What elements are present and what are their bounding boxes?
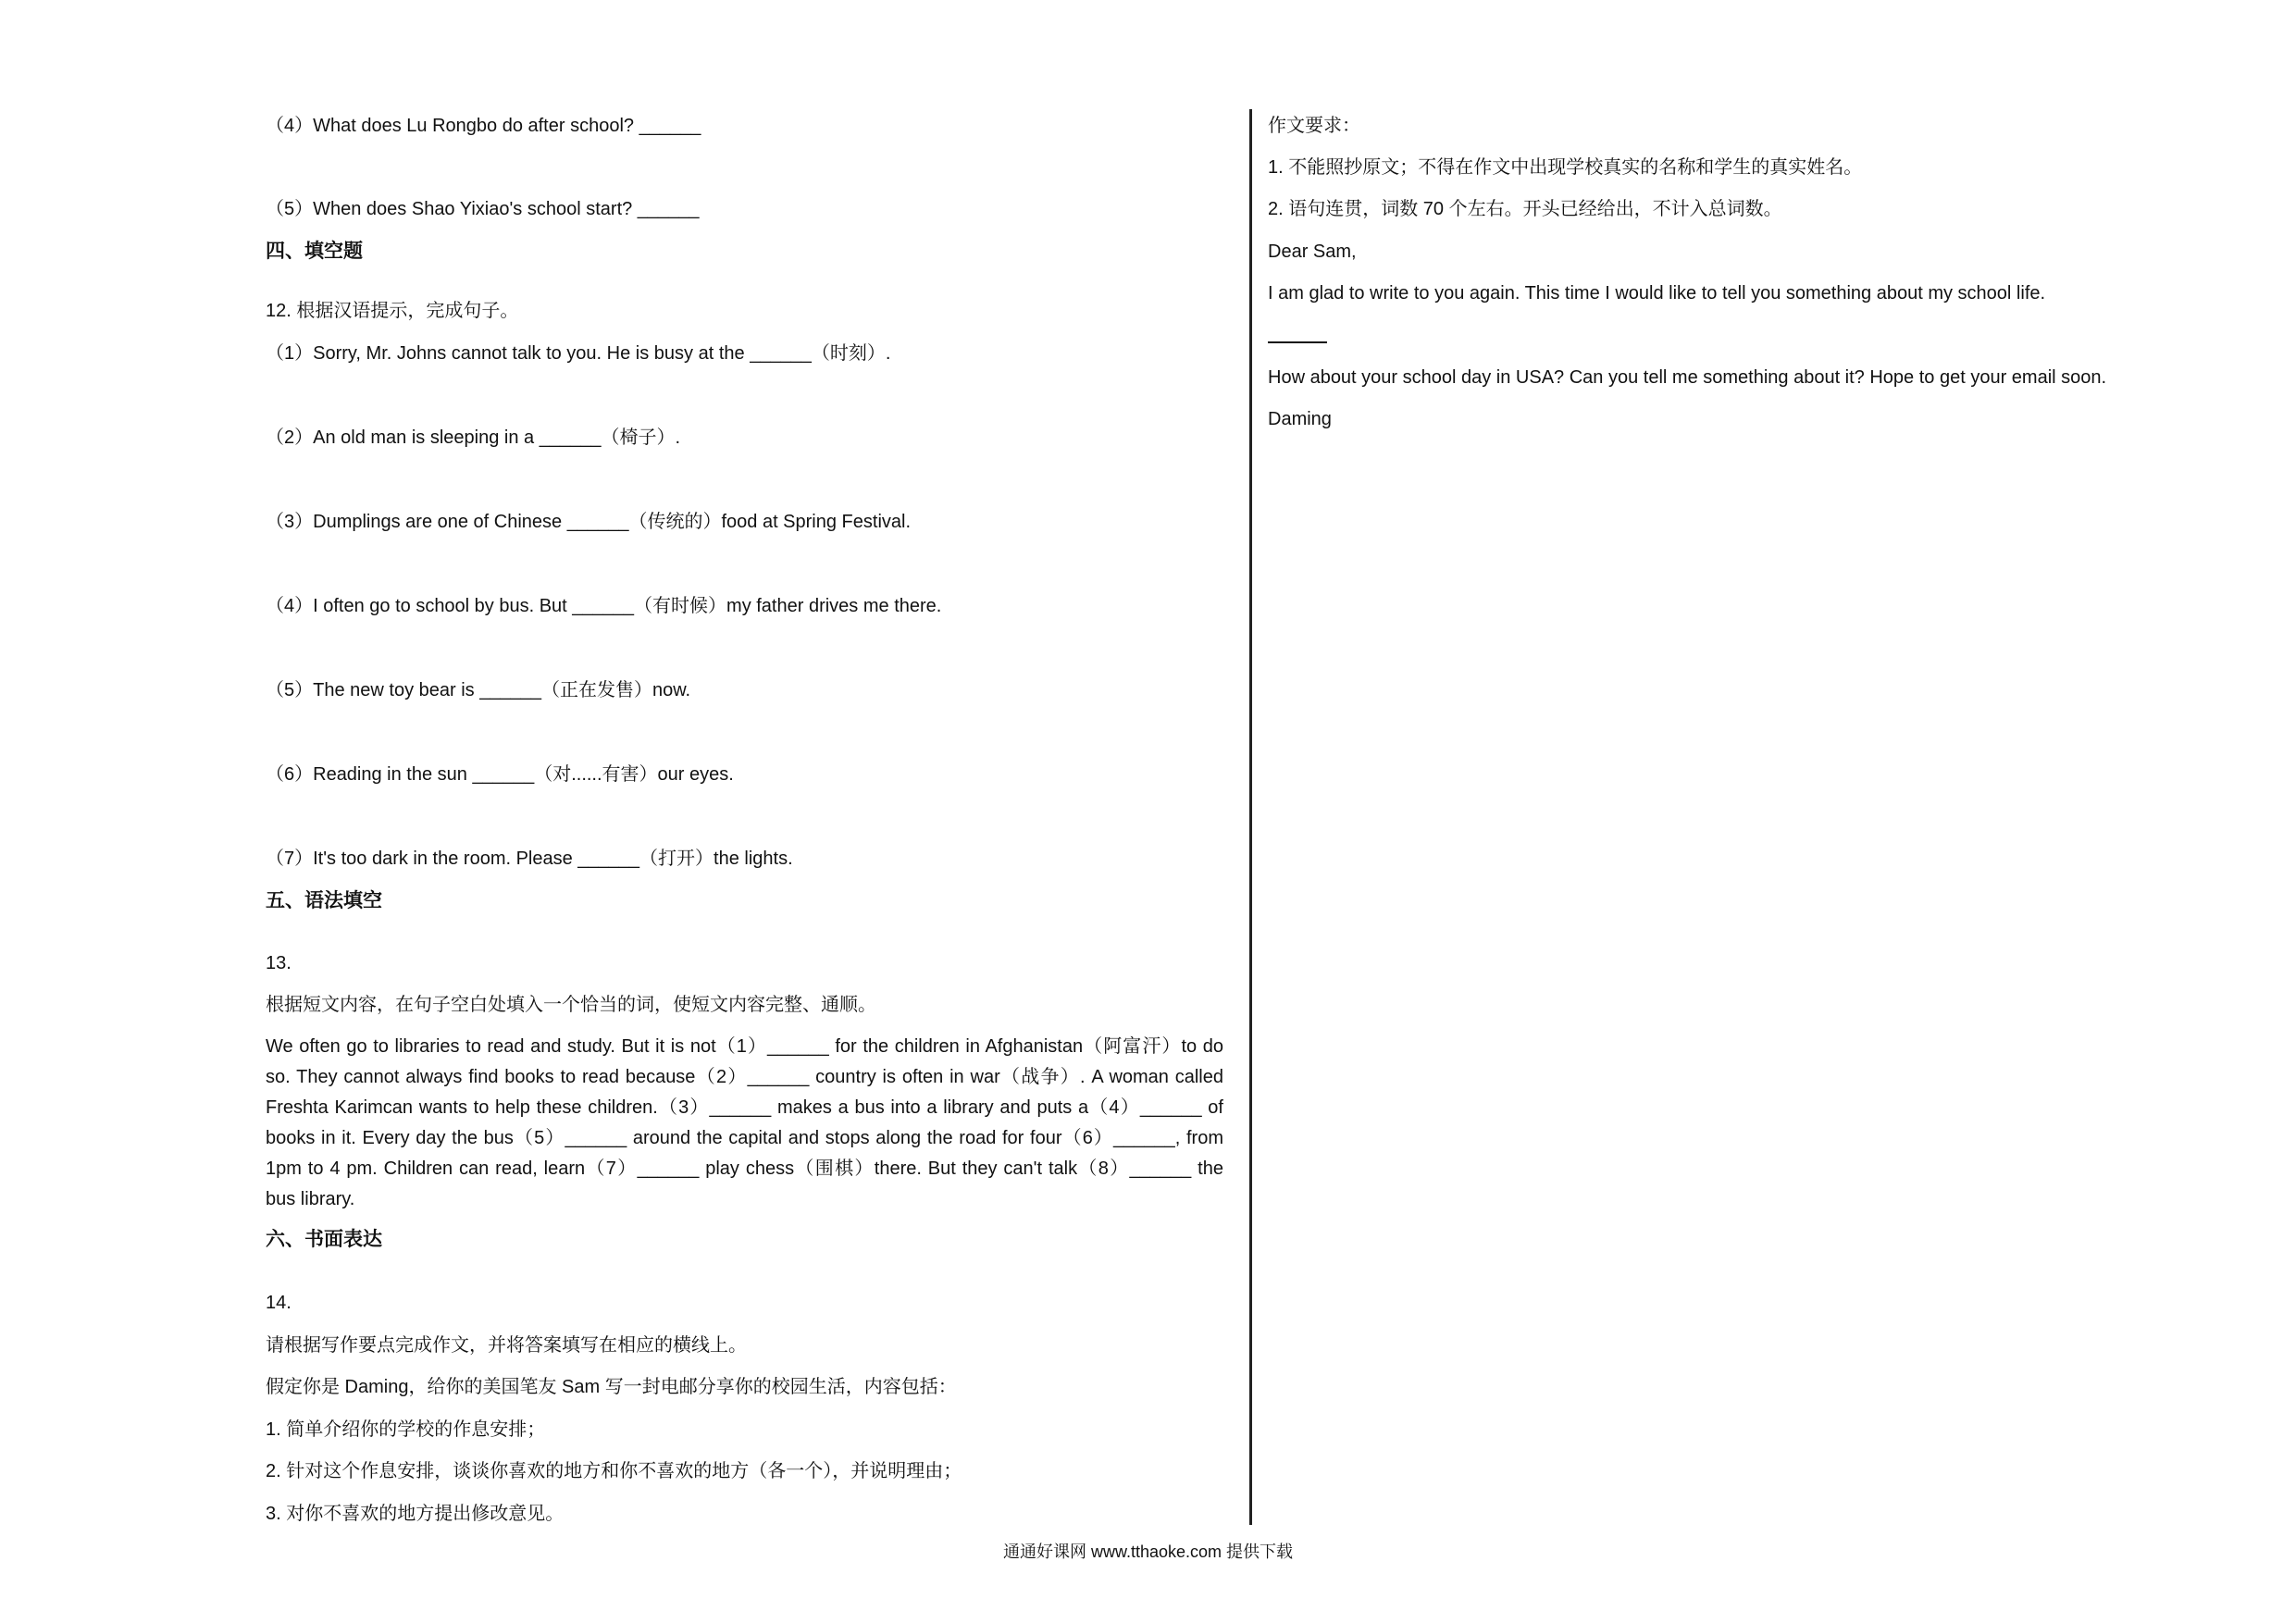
- requirement-2: 2. 语句连贯，词数 70 个左右。开头已经给出，不计入总词数。: [1268, 199, 1782, 219]
- q13-instruction: 根据短文内容，在句子空白处填入一个恰当的词，使短文内容完整、通顺。: [266, 995, 876, 1015]
- q14-line-3: 1. 简单介绍你的学校的作息安排；: [266, 1419, 546, 1440]
- letter-closing: How about your school day in USA? Can you tell me something about it? Hope to get your email soon.: [1268, 367, 2107, 388]
- footer-source: 通通好课网 www.tthaoke.com 提供下载: [1002, 1542, 1294, 1561]
- q13-passage: We often go to libraries to read and study. But it is not（1）______ for the children in Afghanistan（阿富汗）to do so. They cannot always find books to read because（2）______ country is often in war（战争）. A woman called Freshta Karimcan wants to help these children.（3）______ makes a bus into a library and puts a（4）______ of books in it. Every day the bus（5）______ around the capital and stops along the road for four（6）______, from 1pm to 4 pm. Children can read, learn（7）______ play chess（围棋）there. But they can't talk（8）______ the bus library.: [266, 1036, 1223, 1209]
- letter-signature: Daming: [1268, 409, 1332, 429]
- q12-item-2: （2）An old man is sleeping in a ______（椅子）.: [266, 427, 681, 448]
- q14-number: 14.: [266, 1293, 292, 1313]
- q14-line-1: 请根据写作要点完成作文，并将答案填写在相应的横线上。: [266, 1335, 747, 1356]
- q12-item-6: （6）Reading in the sun ______（对......有害）our eyes.: [266, 764, 734, 785]
- requirement-1: 1. 不能照抄原文；不得在作文中出现学校真实的名称和学生的真实姓名。: [1268, 157, 1863, 178]
- q13-number: 13.: [266, 953, 292, 973]
- left-column: [266, 0, 1228, 1623]
- q12-item-4: （4）I often go to school by bus. But ______（有时候）my father drives me there.: [266, 596, 942, 616]
- q12-item-1: （1）Sorry, Mr. Johns cannot talk to you. He is busy at the ______（时刻）.: [266, 343, 891, 364]
- section-6-title: 六、书面表达: [266, 1229, 382, 1250]
- right-column: [1268, 0, 2203, 1623]
- q11-item-5: （5）When does Shao Yixiao's school start? ______: [266, 199, 700, 219]
- letter-opening: I am glad to write to you again. This time I would like to tell you something about my school life.: [1268, 283, 2046, 304]
- section-5-title: 五、语法填空: [266, 890, 382, 911]
- letter-greeting: Dear Sam,: [1268, 242, 1357, 262]
- q14-line-2: 假定你是 Daming，给你的美国笔友 Sam 写一封电邮分享你的校园生活，内容包括：: [266, 1377, 957, 1397]
- q12-item-3: （3）Dumplings are one of Chinese ______（传统的）food at Spring Festival.: [266, 512, 912, 532]
- q12-item-5: （5）The new toy bear is ______（正在发售）now.: [266, 680, 691, 700]
- q12-prompt: 12. 根据汉语提示，完成句子。: [266, 301, 519, 321]
- q11-item-4: （4）What does Lu Rongbo do after school? ______: [266, 116, 701, 136]
- q14-line-5: 3. 对你不喜欢的地方提出修改意见。: [266, 1504, 565, 1524]
- q12-item-7: （7）It's too dark in the room. Please ______（打开）the lights.: [266, 849, 793, 869]
- requirements-title: 作文要求：: [1268, 116, 1360, 136]
- section-4-title: 四、填空题: [266, 241, 363, 262]
- column-divider: [1249, 109, 1252, 1525]
- answer-blank-line: [1268, 341, 1327, 343]
- q14-line-4: 2. 针对这个作息安排，谈谈你喜欢的地方和你不喜欢的地方（各一个），并说明理由；: [266, 1461, 962, 1481]
